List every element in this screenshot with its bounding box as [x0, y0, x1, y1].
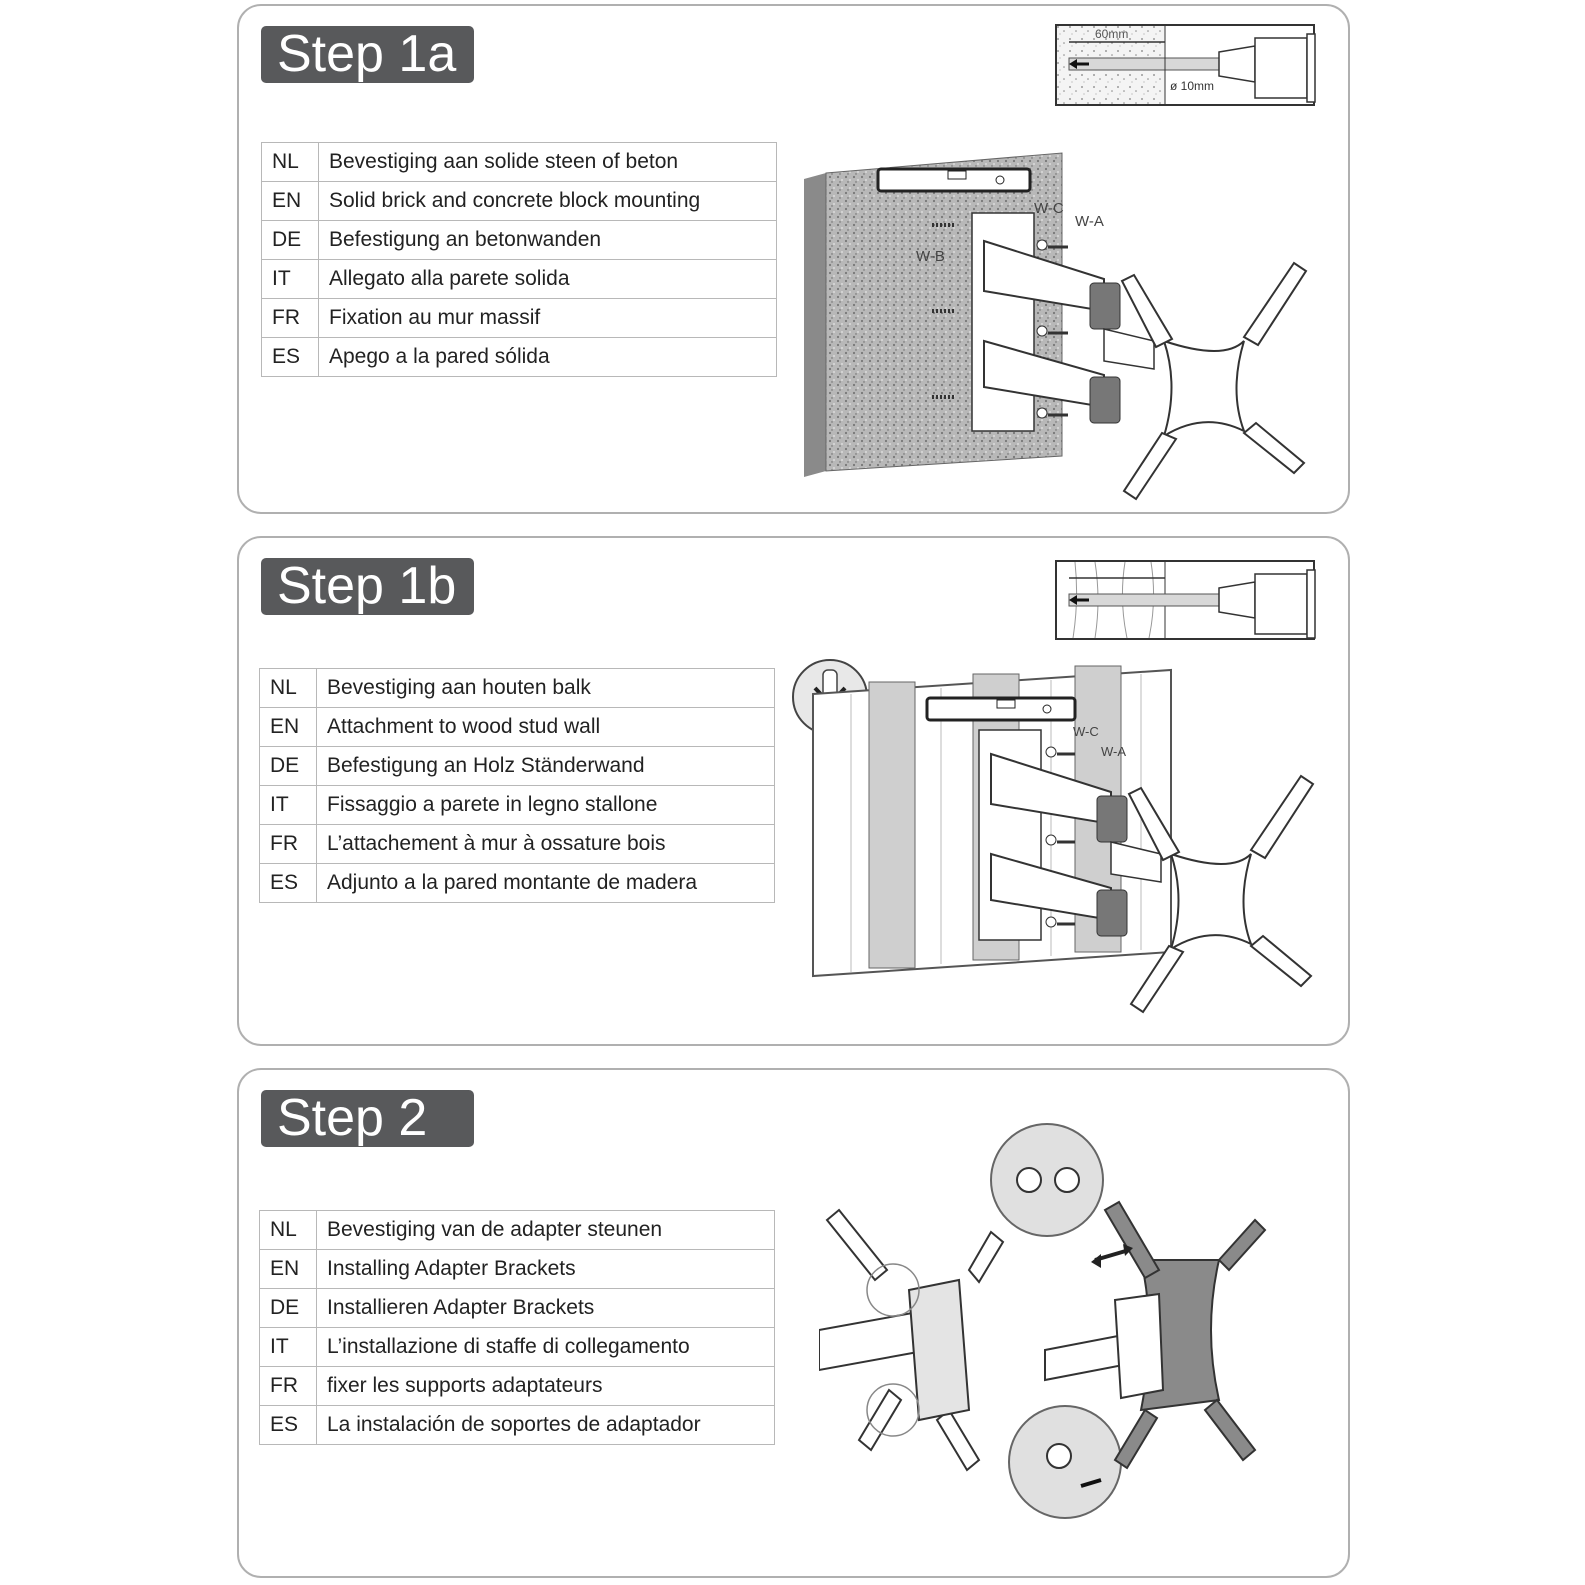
step-2-title: Step 2 — [261, 1090, 474, 1147]
table-row — [260, 1289, 775, 1328]
lang-code: EN — [262, 182, 319, 221]
drill-diameter-label: ø 10mm — [1170, 79, 1215, 93]
step-1b-language-table — [259, 668, 775, 903]
lang-text: Apego a la pared sólida — [319, 338, 777, 377]
lang-code: ES — [262, 338, 319, 377]
lang-text: L’attachement à mur à ossature bois — [317, 825, 775, 864]
table-row — [260, 747, 775, 786]
table-row — [260, 864, 775, 903]
wall-mount-concrete-illustration — [804, 151, 1324, 506]
table-row — [260, 669, 775, 708]
table-row — [262, 299, 777, 338]
step-2-language-table — [259, 1210, 775, 1445]
table-row — [262, 338, 777, 377]
lang-code: IT — [260, 1328, 317, 1367]
label-wb: W-B — [916, 248, 945, 265]
lang-code: ES — [260, 864, 317, 903]
step-1a-panel — [237, 4, 1350, 514]
table-row — [262, 143, 777, 182]
lang-text: Befestigung an betonwanden — [319, 221, 777, 260]
table-row — [260, 1211, 775, 1250]
lang-code: NL — [260, 1211, 317, 1250]
lang-text: Fixation au mur massif — [319, 299, 777, 338]
lang-code: IT — [262, 260, 319, 299]
label-wc: W-C — [1073, 724, 1099, 739]
table-row — [260, 1367, 775, 1406]
step-1b-title: Step 1b — [261, 558, 474, 615]
table-row — [260, 1250, 775, 1289]
table-row — [260, 708, 775, 747]
lang-code: NL — [260, 669, 317, 708]
table-row — [260, 1328, 775, 1367]
adapter-bracket-illustration — [819, 1110, 1299, 1520]
step-2-panel — [237, 1068, 1350, 1578]
label-wa: W-A — [1101, 744, 1127, 759]
lang-text: Bevestiging aan solide steen of beton — [319, 143, 777, 182]
lang-text: Fissaggio a parete in legno stallone — [317, 786, 775, 825]
lang-text: Adjunto a la pared montante de madera — [317, 864, 775, 903]
lang-code: IT — [260, 786, 317, 825]
step-1b-panel — [237, 536, 1350, 1046]
step-1a-language-table — [261, 142, 777, 377]
drill-concrete-illustration — [1055, 24, 1317, 108]
table-row — [262, 260, 777, 299]
lang-code: ES — [260, 1406, 317, 1445]
lang-text: Allegato alla parete solida — [319, 260, 777, 299]
table-row — [262, 221, 777, 260]
lang-code: DE — [262, 221, 319, 260]
lang-code: DE — [260, 1289, 317, 1328]
lang-code: EN — [260, 708, 317, 747]
step-1a-title: Step 1a — [261, 26, 474, 83]
lang-code: DE — [260, 747, 317, 786]
label-wc: W-C — [1034, 200, 1064, 217]
lang-text: Installieren Adapter Brackets — [317, 1289, 775, 1328]
lang-text: fixer les supports adaptateurs — [317, 1367, 775, 1406]
lang-text: La instalación de soportes de adaptador — [317, 1406, 775, 1445]
label-wa: W-A — [1075, 213, 1104, 230]
table-row — [262, 182, 777, 221]
table-row — [260, 1406, 775, 1445]
lang-text: Attachment to wood stud wall — [317, 708, 775, 747]
lang-text: Befestigung an Holz Ständerwand — [317, 747, 775, 786]
lang-code: FR — [260, 825, 317, 864]
drill-depth-label: 60mm — [1095, 27, 1129, 41]
lang-code: FR — [260, 1367, 317, 1406]
drill-wood-illustration — [1055, 560, 1317, 642]
lang-code: FR — [262, 299, 319, 338]
lang-text: Bevestiging aan houten balk — [317, 669, 775, 708]
lang-text: L’installazione di staffe di collegamento — [317, 1328, 775, 1367]
table-row — [260, 825, 775, 864]
lang-text: Solid brick and concrete block mounting — [319, 182, 777, 221]
wall-mount-wood-illustration — [811, 664, 1331, 1014]
lang-code: NL — [262, 143, 319, 182]
table-row — [260, 786, 775, 825]
lang-text: Bevestiging van de adapter steunen — [317, 1211, 775, 1250]
lang-code: EN — [260, 1250, 317, 1289]
lang-text: Installing Adapter Brackets — [317, 1250, 775, 1289]
